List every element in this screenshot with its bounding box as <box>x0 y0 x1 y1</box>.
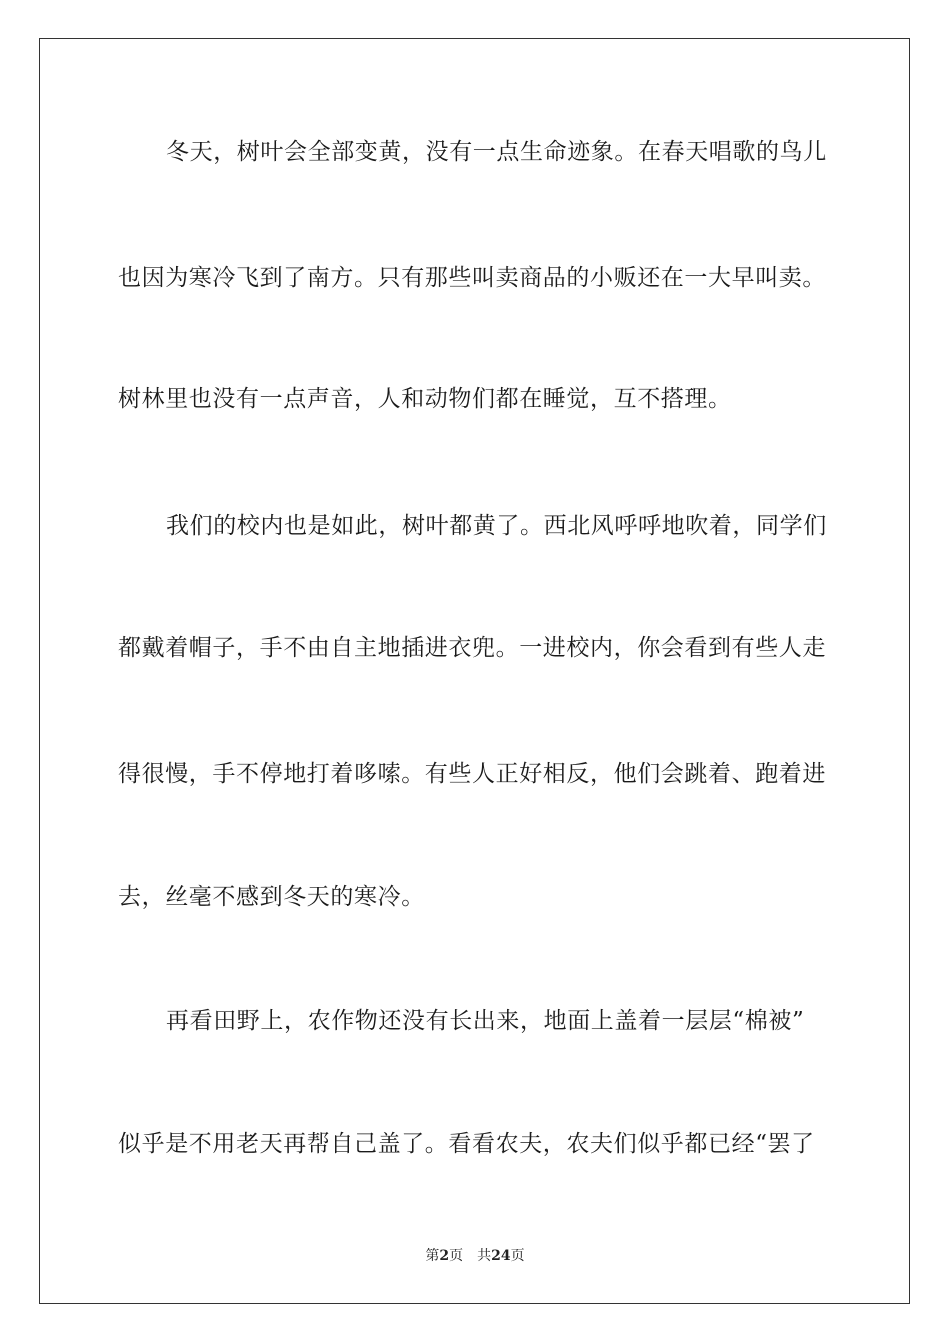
total-prefix: 共 <box>477 1248 492 1264</box>
paragraph-1-line-3: 树林里也没有一点声音，人和动物们都在睡觉，互不搭理。 <box>118 386 732 412</box>
paragraph-1-line-1: 冬天，树叶会全部变黄，没有一点生命迹象。在春天唱歌的鸟儿 <box>166 139 827 165</box>
paragraph-1-line-2: 也因为寒冷飞到了南方。只有那些叫卖商品的小贩还在一大早叫卖。 <box>118 265 826 291</box>
paragraph-3-line-1: 再看田野上，农作物还没有长出来，地面上盖着一层层“棉被” <box>166 1008 805 1034</box>
paragraph-3-line-2: 似乎是不用老天再帮自己盖了。看看农夫，农夫们似乎都已经“罢了 <box>118 1131 815 1157</box>
page-number: 2 <box>439 1248 450 1264</box>
paragraph-2-line-2: 都戴着帽子，手不由自主地插进衣兜。一进校内，你会看到有些人走 <box>118 635 826 661</box>
paragraph-2-line-3: 得很慢，手不停地打着哆嗦。有些人正好相反，他们会跳着、跑着进 <box>118 761 826 787</box>
page-suffix: 页 <box>449 1248 464 1264</box>
total-suffix: 页 <box>510 1248 525 1264</box>
paragraph-2-line-4: 去，丝毫不感到冬天的寒冷。 <box>118 884 425 910</box>
page-border <box>39 38 910 1304</box>
total-pages: 24 <box>491 1248 511 1264</box>
page-footer <box>0 1246 950 1266</box>
page-prefix: 第 <box>425 1248 440 1264</box>
paragraph-2-line-1: 我们的校内也是如此，树叶都黄了。西北风呼呼地吹着，同学们 <box>166 513 827 539</box>
